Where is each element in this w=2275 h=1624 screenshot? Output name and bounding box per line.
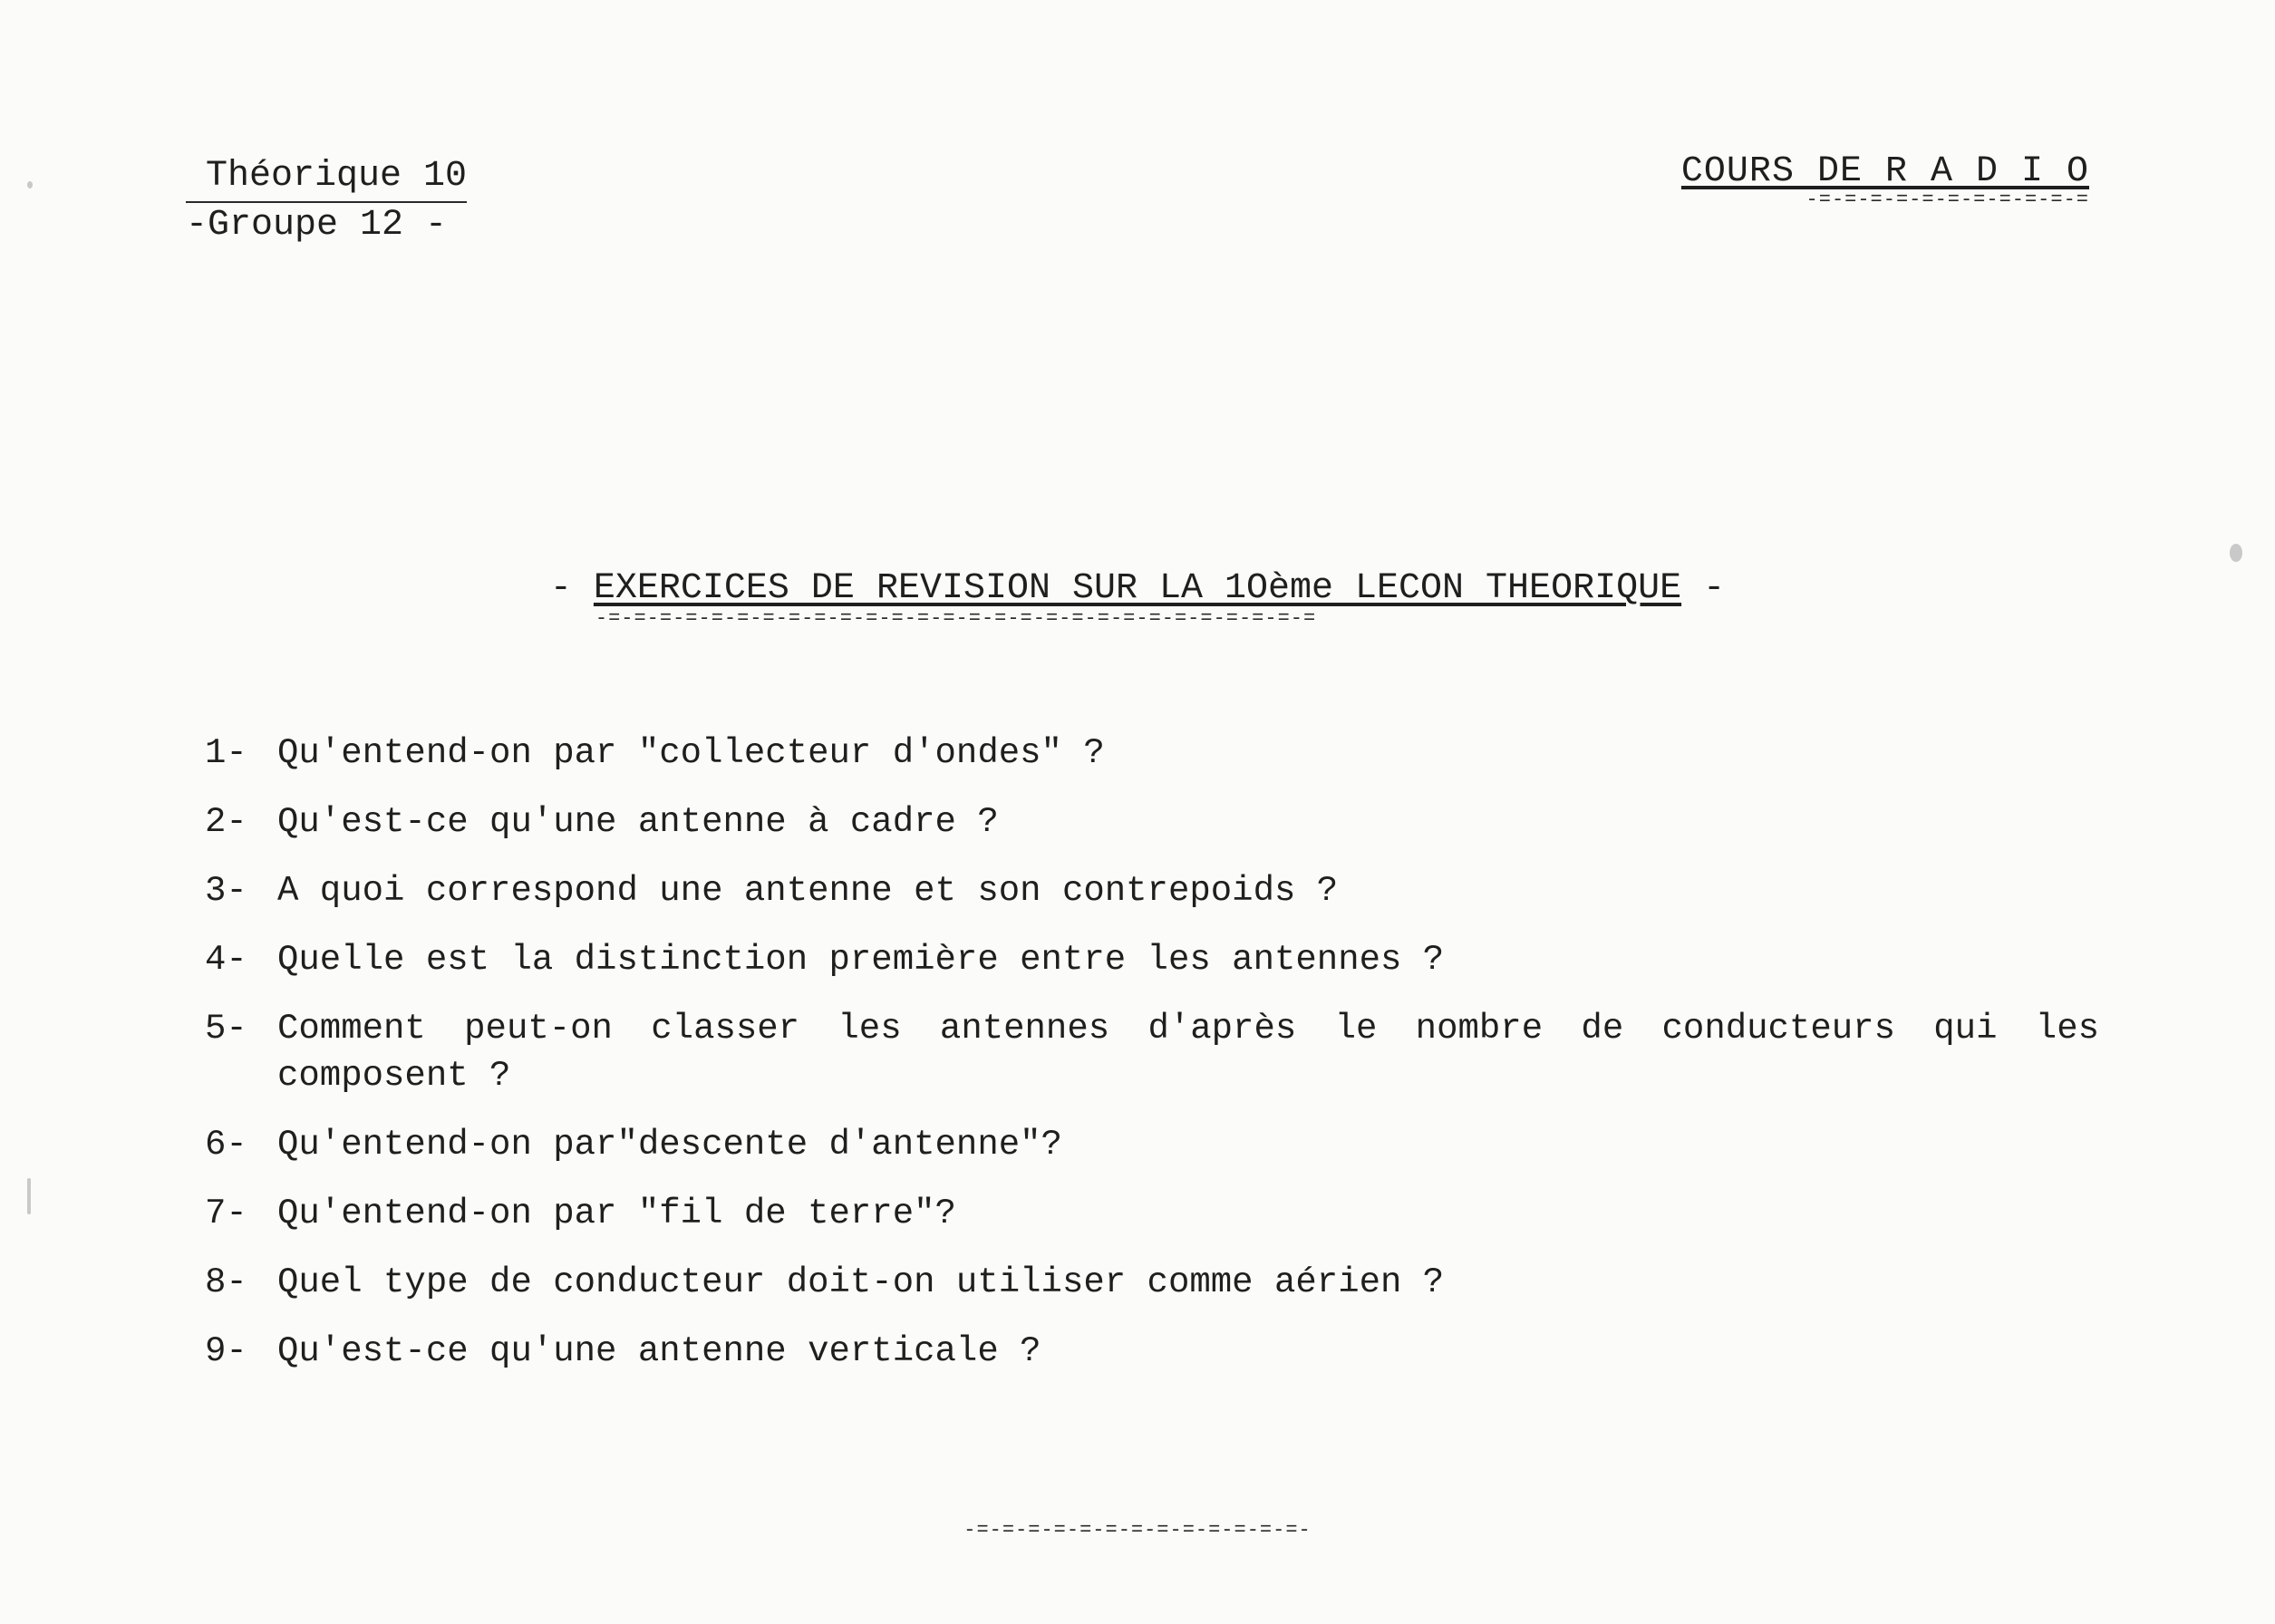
footer-decoration: -=-=-=-=-=-=-=-=-=-=-=-=-=- bbox=[963, 1519, 1312, 1542]
question-text: Comment peut-on classer les antennes d'après le nombre de conducteurs qui les composent ? bbox=[277, 1009, 2099, 1096]
question-number: 1- bbox=[205, 733, 247, 773]
scan-speck bbox=[27, 181, 33, 188]
list-item bbox=[205, 1259, 2099, 1306]
question-number: 7- bbox=[205, 1194, 247, 1233]
question-text: Quel type de conducteur doit-on utiliser comme aérien ? bbox=[277, 1262, 1445, 1302]
question-number: 3- bbox=[205, 871, 247, 911]
course-title: COURS DE R A D I O bbox=[1680, 151, 2089, 192]
question-text: Qu'est-ce qu'une antenne à cadre ? bbox=[277, 802, 999, 842]
scan-speck bbox=[27, 1178, 31, 1214]
list-item bbox=[205, 1121, 2099, 1168]
header-right bbox=[1680, 151, 2089, 210]
list-item bbox=[205, 1190, 2099, 1237]
title-prefix: - bbox=[549, 568, 594, 609]
exercise-title-block bbox=[0, 569, 2275, 641]
list-item bbox=[205, 730, 2099, 777]
question-text: Qu'entend-on par "fil de terre"? bbox=[277, 1194, 956, 1233]
question-text: Qu'est-ce qu'une antenne verticale ? bbox=[277, 1331, 1041, 1371]
title-text: EXERCICES DE REVISION SUR LA 1Oème LECON THEORIQUE bbox=[593, 568, 1682, 609]
title-decoration: -=-=-=-=-=-=-=-=-=-=-=-=-=-=-=-=-=-=-=-=-=-=-=-=-=-=-=-= bbox=[595, 609, 1317, 629]
scan-speck bbox=[2230, 544, 2242, 562]
question-list bbox=[205, 730, 2099, 1397]
list-item bbox=[205, 1328, 2099, 1375]
question-text: A quoi correspond une antenne et son contrepoids ? bbox=[277, 871, 1339, 911]
header-left bbox=[186, 154, 467, 248]
question-number: 6- bbox=[205, 1125, 247, 1165]
question-number: 5- bbox=[205, 1009, 247, 1049]
question-number: 8- bbox=[205, 1262, 247, 1302]
group-label: -Groupe 12 - bbox=[186, 205, 448, 246]
list-item bbox=[205, 1005, 2099, 1099]
question-text: Quelle est la distinction première entre les antennes ? bbox=[277, 940, 1445, 980]
list-item bbox=[205, 798, 2099, 846]
question-text: Qu'entend-on par "collecteur d'ondes" ? bbox=[277, 733, 1105, 773]
course-title-decoration: -=-=-=-=-=-=-=-=-=-=-= bbox=[1805, 190, 2089, 210]
question-number: 4- bbox=[205, 940, 247, 980]
question-number: 2- bbox=[205, 802, 247, 842]
question-number: 9- bbox=[205, 1331, 247, 1371]
list-item bbox=[205, 936, 2099, 983]
course-theory-label: Théorique 10 bbox=[186, 154, 467, 203]
exercise-title bbox=[550, 569, 1725, 629]
question-text: Qu'entend-on par"descente d'antenne"? bbox=[277, 1125, 1062, 1165]
list-item bbox=[205, 867, 2099, 914]
title-suffix: - bbox=[1681, 568, 1726, 609]
